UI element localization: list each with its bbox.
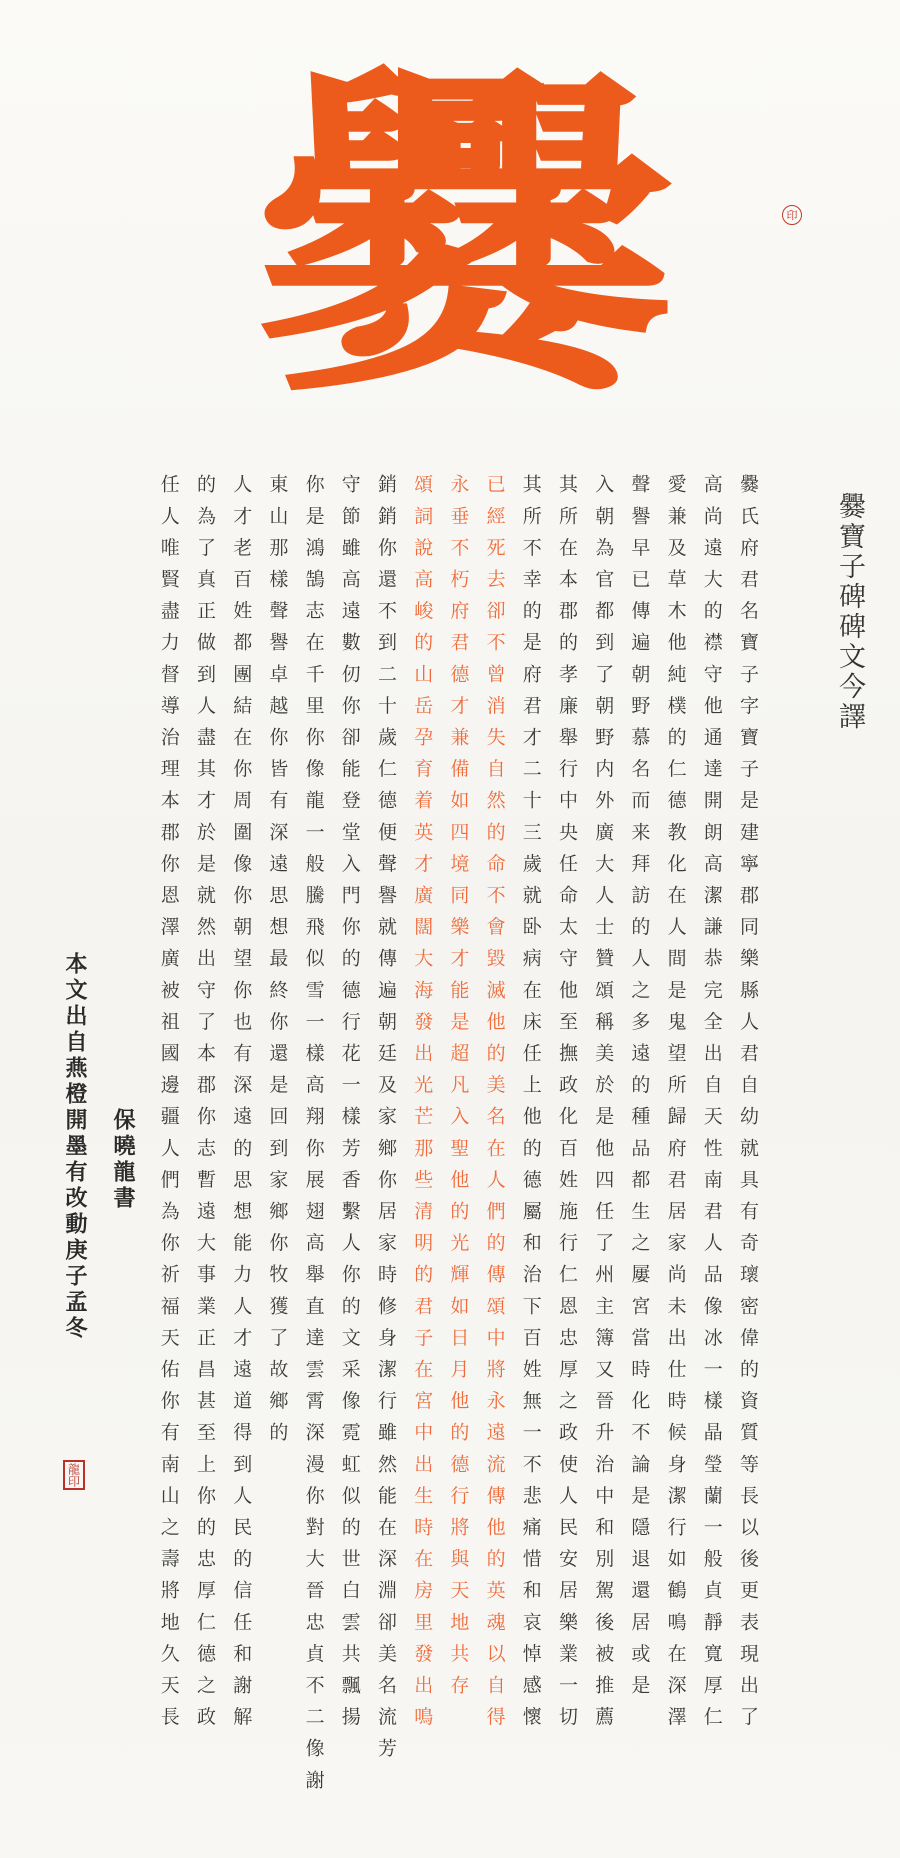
text-column: 東山那樣聲譽卓越你皆有深遠思想最終你還是回到家鄉你牧獲了故鄉的 (266, 474, 289, 1454)
title-column: 爨寶子碑碑文今譯 (834, 492, 865, 732)
text-column: 永垂不朽府君德才兼備如四境同樂才能是超凡入聖他的光輝如日月他的德行將與天地共存 (447, 474, 470, 1707)
name-seal-stamp: 龍印 (63, 1460, 85, 1490)
text-column: 其所不幸的是府君才二十三歲就卧病在床任上他的德屬和治下百姓無一不悲痛惜和哀悼感懷 (519, 474, 542, 1738)
text-column: 已經死去卻不曾消失自然的命不會毀滅他的美名在人們的傳頌中將永遠流傳他的英魂以自得 (483, 474, 506, 1738)
text-column: 銷銷你還不到二十歲仁德便聲譽就傳遍朝廷及家鄉你居家時修身潔行雖然能在深淵卻美名流芳 (375, 474, 397, 1770)
text-column: 守節雖高遠數仞你卻能登堂入門你的德行花一樣芳香繫人你的文采像霓虹似的世白雲共飄揚 (338, 474, 361, 1738)
text-column: 其所在本郡的孝廉舉行中央任命太守他至撫政化百姓施行仁恩忠厚之政使人民安居樂業一切 (556, 474, 578, 1738)
text-column: 愛兼及草木他純樸的仁德教化在人間是鬼望所歸府君居家尚未出仕時候身潔行如鶴鳴在深澤 (664, 474, 687, 1738)
text-column: 入朝為官都到了朝野内外廣大人士贊頌稱美於是他四任了州主簿又晉升治中和別駕後被推薦 (592, 474, 615, 1738)
text-column: 頌詞說高峻的山岳孕育着英才廣闊大海發出光芒那些清明的君子在宮中出生時在房里發出鳴 (411, 474, 434, 1738)
text-column: 高尚遠大的襟守他通達開朗高潔謙恭完全出自天性南君人品像冰一樣晶瑩蘭一般貞靜寬厚仁 (700, 474, 723, 1738)
text-column: 人才老百姓都團結在你周圍像你朝望你也有深遠的思想能力人才遠道得到人民的信任和謝解 (230, 474, 253, 1738)
signature-line-source: 本文出自燕橙開墨有改動庚子孟冬 (62, 952, 88, 1342)
round-seal-stamp: 印 (782, 205, 802, 225)
text-column: 你是鴻鵠志在千里你像龍一般騰飛似雪一樣高翔你展翅高舉直達雲霄深漫你對大晉忠貞不二像謝 (302, 474, 325, 1802)
text-column: 的為了真正做到人盡其才於是就然出守了本郡你志暫遠大事業正昌甚至上你的忠厚仁德之政 (194, 474, 216, 1738)
large-seal-character: 爨 (252, 40, 678, 439)
signature-line-name: 保曉龍書 (110, 1108, 136, 1212)
text-column: 爨氏府君名寶子字寶子是建寧郡同樂縣人君自幼就具有奇瓌密偉的資質等長以後更表現出了 (737, 474, 759, 1738)
text-column: 聲譽早已傳遍朝野慕名而来拜訪的人之多遠的種品都生之屢宮當時化不論是隱退還居或是 (628, 474, 651, 1707)
text-column: 任人唯賢盡力督導治理本郡你恩澤廣被祖國邊疆人們為你祈福天佑你有南山之壽將地久天長 (157, 474, 180, 1738)
